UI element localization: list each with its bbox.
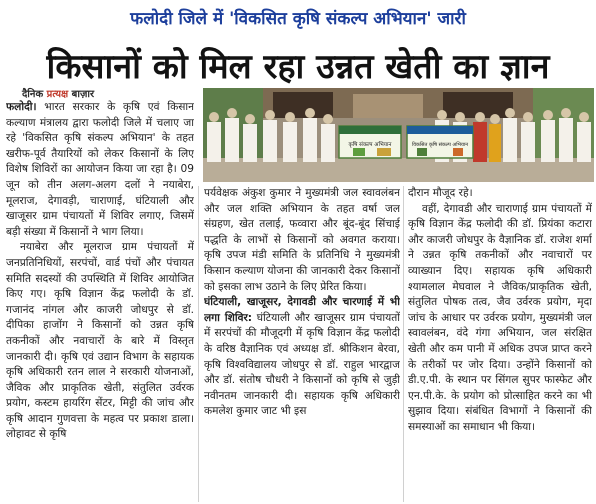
article-column-1 [6, 100, 194, 502]
news-photo [203, 88, 594, 182]
paragraph-5: दौरान मौजूद रहे। [408, 187, 473, 199]
column-rule-2 [403, 186, 404, 502]
paragraph-3: पर्यवेक्षक अंकुश कुमार ने मुख्यमंत्री जल स्वावलंबन और जल शक्ति अभियान के तहत वर्षा जल संग्रहण, खेत तलाई, फव्वारा और बूंद-बूंद सिंचाई पद्धति के लाभों से किसानों को अवगत कराया। कृषि उपज मंडी समिति के प्रतिनिधि ने मुख्यमंत्री किसान कल्याण योजना की जानकारी देकर किसानों को इसका लाभ उठाने के लिए प्रेरित किया। [204, 187, 400, 293]
column-rule-1 [198, 186, 199, 502]
photo-illustration [203, 88, 594, 182]
credit-prefix: दैनिक [22, 89, 47, 100]
paragraph-1 [6, 100, 194, 240]
dateline: फलोदी। [6, 101, 37, 113]
subheading: घंटियाली, खाजूसर, देगावडी और चारणाई में भी लगा शिविर: [204, 296, 400, 324]
kicker-headline: फलोदी जिले में 'विकसित कृषि संकल्प अभियान' जारी [130, 9, 466, 29]
paragraph-1-text: भारत सरकार के कृषि एवं किसान कल्याण मंत्रालय द्वारा फलोदी जिले में चलाए जा रहे 'विकसित कृषि संकल्प अभियान' के तहत खरीफ-पूर्व तैयारियों को लेकर किसानों के लिए विशेष शिविरों का आयोजन किया जा रहा है। 09 जून को तीन अलग-अलग दलों ने नयाबेरा, मूलराज, देगावड़ी, चाराणाई, घंटियाली और खाजूसर ग्राम पंचायतों में शिविर लगाए, जिसमें बड़ी संख्या में किसानों ने भाग लिया। [6, 101, 194, 238]
banner-left-text: कृषि संकल्प अभियान [348, 142, 392, 148]
credit-highlight: प्रत्यक्ष [46, 89, 69, 100]
paragraph-6: वहीं, देगावडी और चाराणाई ग्राम पंचायतों में कृषि विज्ञान केंद्र फलोदी की डॉ. प्रियंका कटारा और काजरी जोधपुर के वैज्ञानिक डॉ. राजेश शर्मा ने उन्नत कृषि तकनीकों और नवाचारों पर व्याख्यान दिए। सहायक कृषि अधिकारी श्यामलाल मेघवाल ने जैविक/प्राकृतिक खेती, संतुलित पोषक तत्व, जैव उर्वरक प्रयोग, मृदा जांच के आधार पर उर्वरक प्रयोग, मुख्यमंत्री जल स्वावलंबन, वंदे गंगा अभियान, जल संरक्षित खेती और कम पानी में अधिक उपज प्राप्त करने के तरीकों पर जोर दिया। उन्होंने किसानों को डी.ए.पी. के स्थान पर सिंगल सुपर फास्फेट और एन.पी.के. के प्रयोग को प्रोत्साहित करने का भी सुझाव दिया। संबंधित विभागों ने किसानों की समस्याओं का समाधान भी किया। [408, 202, 592, 433]
banner-right-text: विकसित कृषि संकल्प अभियान [411, 142, 469, 148]
credit-suffix: बाज़ार [68, 89, 95, 100]
paragraph-4 [204, 295, 400, 420]
publication-credit [22, 86, 94, 100]
article-column-3 [408, 186, 592, 504]
paragraph-2: नयाबेरा और मूलराज ग्राम पंचायतों में जनप्रतिनिधियों, सरपंचों, वार्ड पंचों और पंचायत समिति सदस्यों की उपस्थिति में शिविर आयोजित किए गए। कृषि विज्ञान केंद्र फलोदी के डॉ. गजानंद नांगल और काजरी जोधपुर से डॉ. दीपिका हाजोंग ने किसानों को उन्नत कृषि तकनीकों और नवाचारों के बारे में विस्तृत जानकारी दी। कृषि एवं उद्यान विभाग के सहायक कृषि अधिकारी रतन लाल ने सरकारी योजनाओं, जैविक और प्राकृतिक खेती, संतुलित उर्वरक प्रयोग, कस्टम हायरिंग सेंटर, मिट्टी की जांच और कृषि आदान गुणवत्ता के महत्व पर प्रकाश डाला। लोहावट से कृषि [6, 241, 194, 441]
article-column-2 [204, 186, 400, 504]
paragraph-4-text: घंटियाली और खाजूसर ग्राम पंचायतों में सरपंचों की मौजूदगी में कृषि विज्ञान केंद्र फलोदी के वरिष्ठ वैज्ञानिक एवं अध्यक्ष डॉ. श्रीकिशन बेरवा, कृषि विश्वविद्यालय जोधपुर से डॉ. राहुल भारद्वाज और डॉ. संतोष चौधरी ने किसानों को कृषि से जुड़ी नवीनतम जानकारी दी। सहायक कृषि अधिकारी कमलेश कुमार जाट भी इस [204, 311, 400, 418]
main-headline: किसानों को मिल रहा उन्नत खेती का ज्ञान [46, 47, 550, 87]
